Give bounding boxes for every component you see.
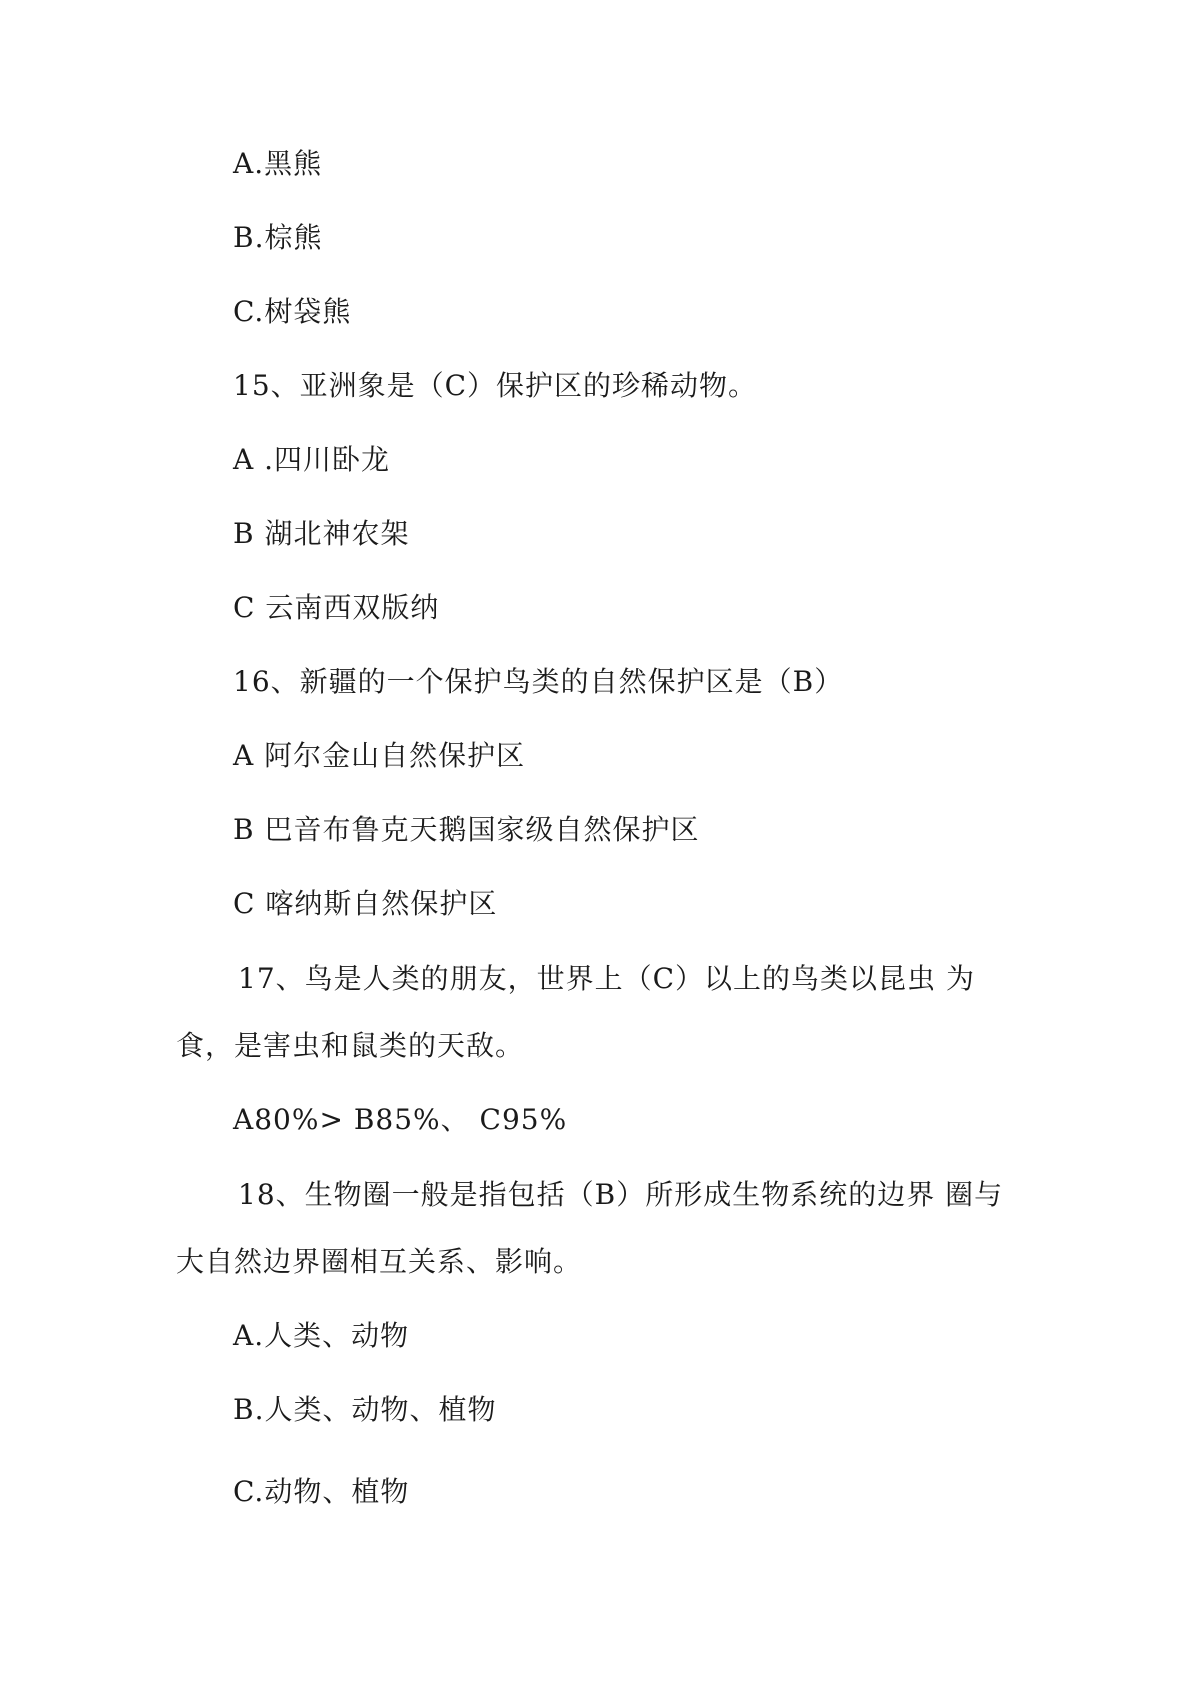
q18-option-b: B.人类、动物、植物: [233, 1393, 497, 1426]
q14-option-b: B.棕熊: [233, 221, 323, 254]
q17-options: A80%> B85%、 C95%: [233, 1103, 568, 1136]
q16-option-b: B 巴音布鲁克天鹅国家级自然保护区: [233, 813, 700, 846]
q15-option-c: C 云南西双版纳: [233, 591, 440, 624]
question-18-line-2: 大自然边界圈相互关系、影响。: [176, 1245, 583, 1278]
question-16: 16、新疆的一个保护鸟类的自然保护区是（B）: [233, 665, 844, 698]
q14-option-c: C.树袋熊: [233, 295, 352, 328]
question-17-line-2: 食，是害虫和鼠类的天敌。: [176, 1029, 525, 1062]
q15-option-b: B 湖北神农架: [233, 517, 410, 550]
q15-option-a: A .四川卧龙: [233, 443, 391, 476]
question-18-line-1: 18、生物圈一般是指包括（B）所形成生物系统的边界 圈与: [238, 1178, 1004, 1211]
q14-option-a: A.黑熊: [233, 147, 323, 180]
q16-option-c: C 喀纳斯自然保护区: [233, 887, 498, 920]
q16-option-a: A 阿尔金山自然保护区: [233, 739, 526, 772]
question-17-line-1: 17、鸟是人类的朋友，世界上（C）以上的鸟类以昆虫 为: [238, 962, 975, 995]
q18-option-a: A.人类、动物: [233, 1319, 410, 1352]
q18-option-c: C.动物、植物: [233, 1475, 410, 1508]
question-15: 15、亚洲象是（C）保护区的珍稀动物。: [233, 369, 758, 402]
